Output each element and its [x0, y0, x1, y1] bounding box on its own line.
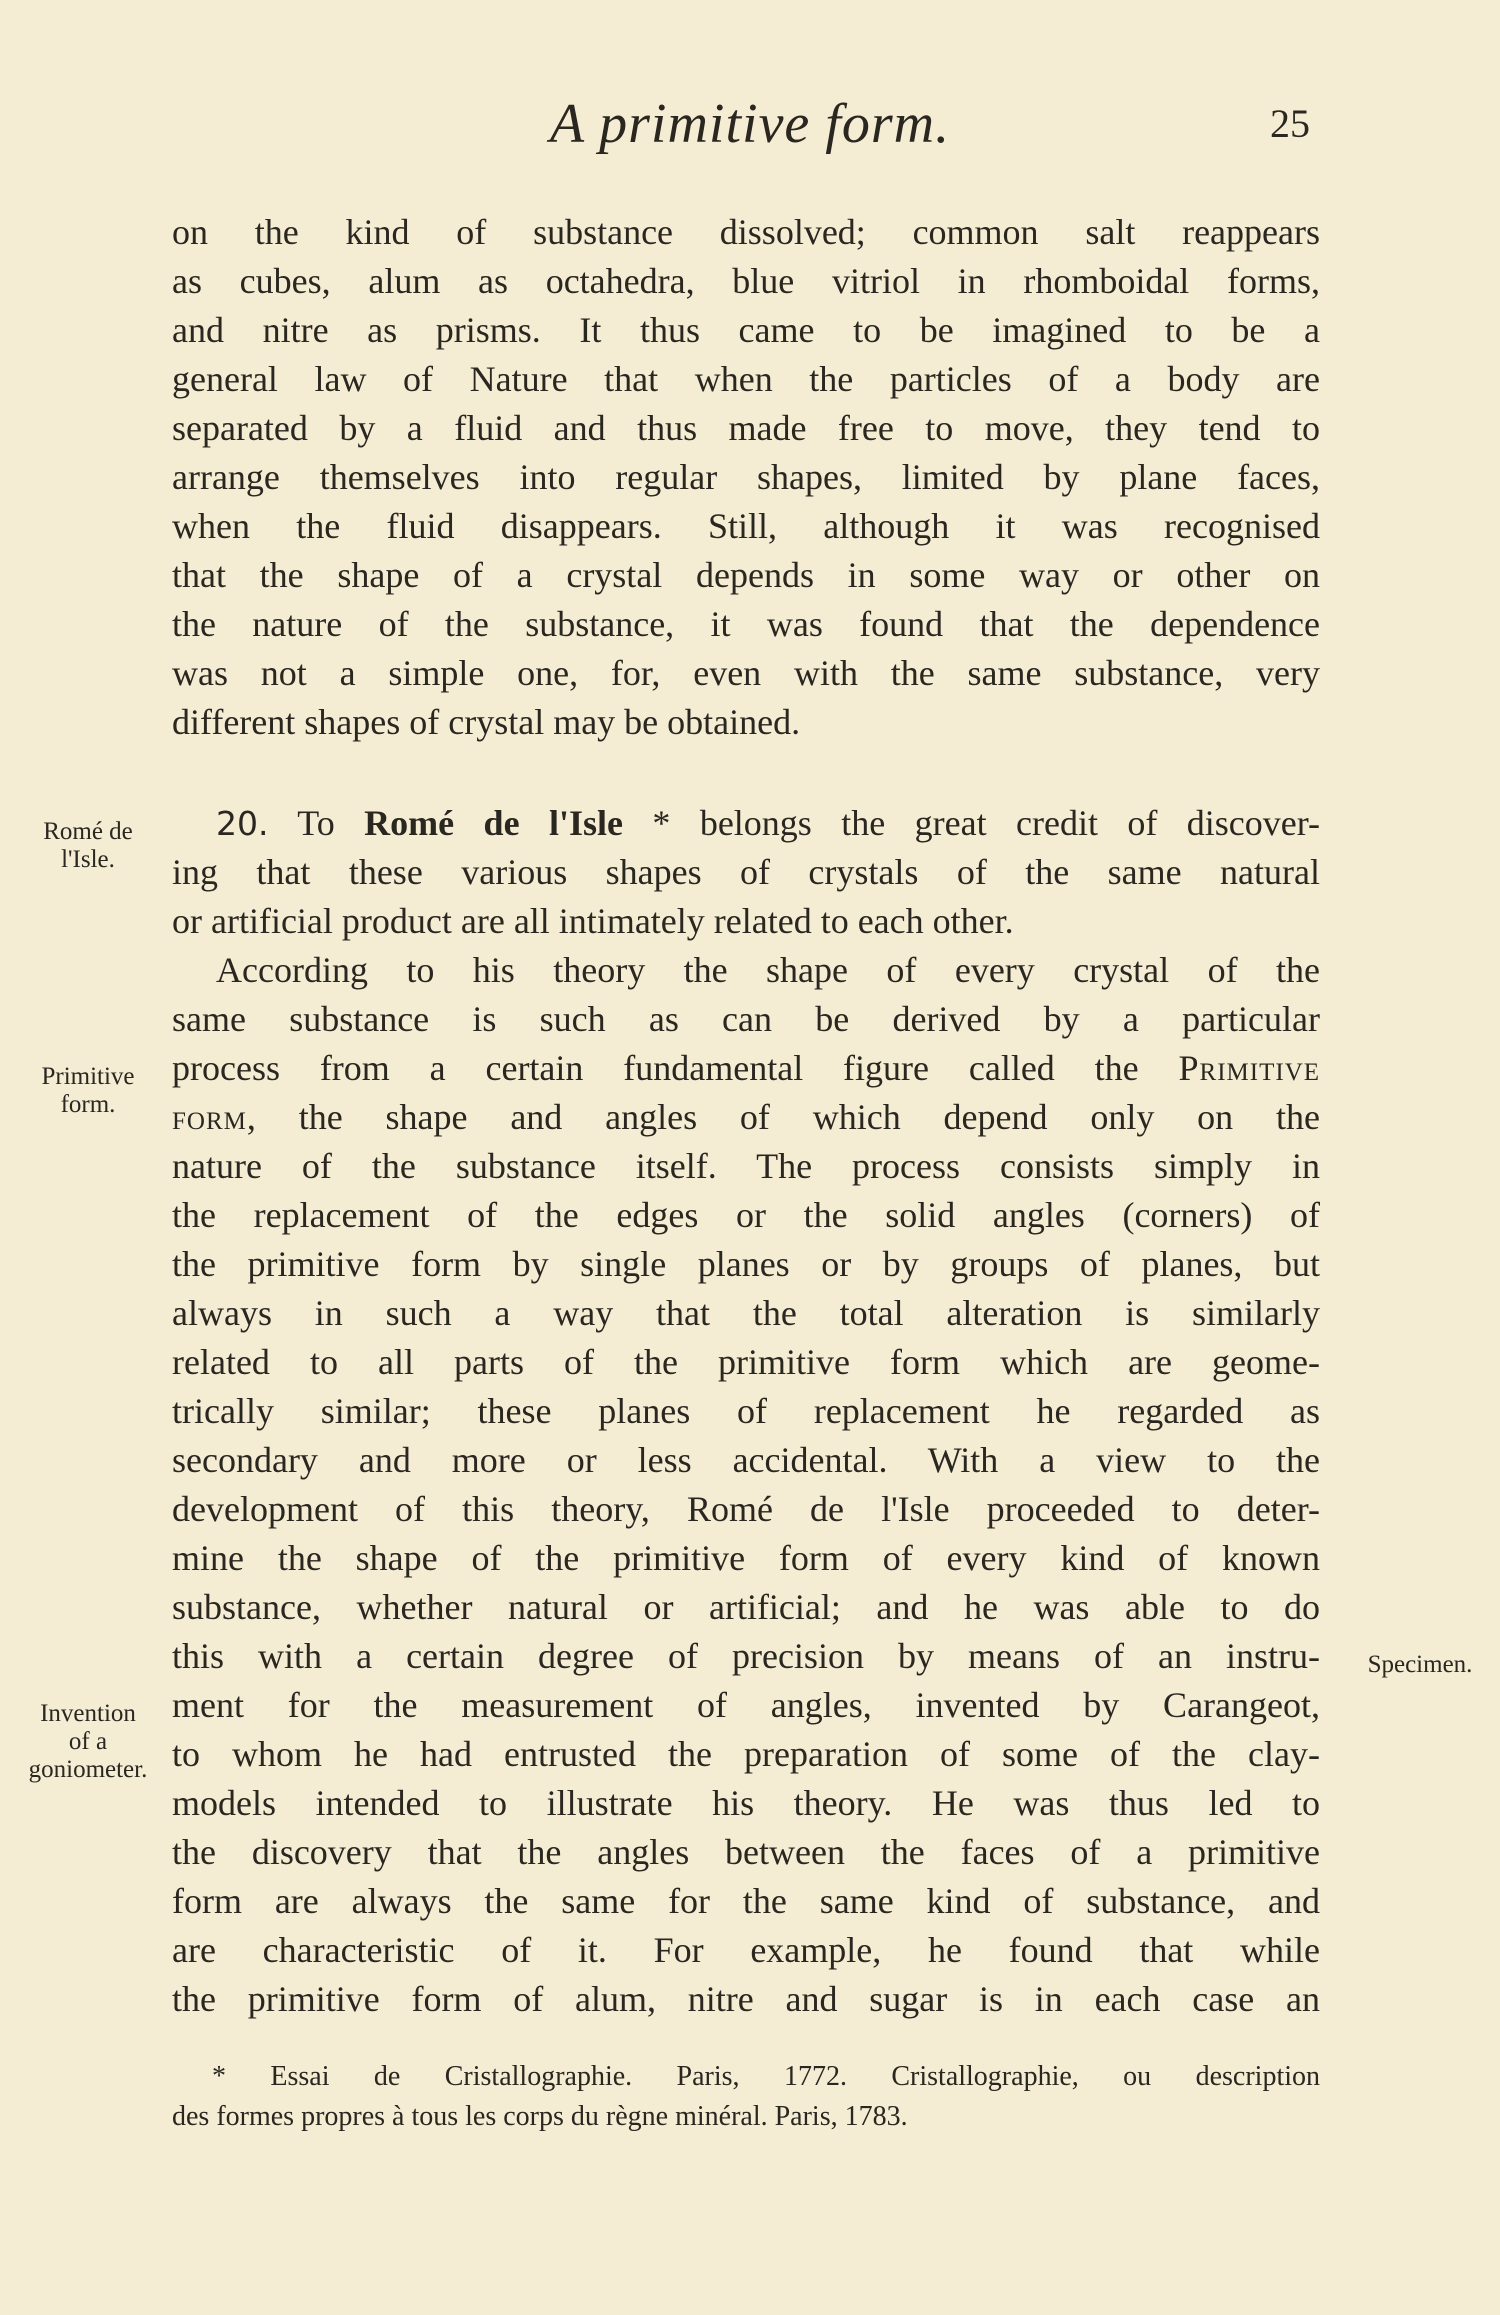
paragraph-number: 20.: [216, 804, 269, 843]
margin-note-line: form.: [60, 1091, 116, 1118]
margin-note-line: goniometer.: [28, 1756, 148, 1783]
body-line: this with a certain degree of precision by means of an instru-: [172, 1636, 1320, 1676]
margin-note-line: of a: [68, 1728, 108, 1755]
body-line: on the kind of substance dissolved; common salt reappears: [172, 212, 1320, 252]
body-line: different shapes of crystal may be obtained.: [172, 702, 801, 742]
body-line: mine the shape of the primitive form of every kind of known: [172, 1538, 1320, 1578]
body-line: arrange themselves into regular shapes, limited by plane faces,: [172, 457, 1320, 497]
body-line: that the shape of a crystal depends in some way or other on: [172, 555, 1320, 595]
body-line: separated by a fluid and thus made free to move, they tend to: [172, 408, 1320, 448]
primitive-term: Primitive: [1178, 1048, 1321, 1088]
footnote-line: * Essai de Cristallographie. Paris, 1772. Cristallographie, ou description: [212, 2061, 1320, 2092]
text-fragment: , the shape and angles of which depend only on the: [246, 1097, 1320, 1137]
body-line: the primitive form by single planes or by groups of planes, but: [172, 1244, 1320, 1284]
text-fragment: belongs the great credit of discover-: [699, 803, 1321, 843]
body-line: as cubes, alum as octahedra, blue vitriol in rhomboidal forms,: [172, 261, 1320, 301]
running-header-title: A primitive form.: [549, 93, 951, 155]
body-line: the replacement of the edges or the solid angles (corners) of: [172, 1195, 1320, 1235]
body-line-primitive: [172, 1044, 1320, 1092]
margin-note-line: Invention: [40, 1700, 136, 1727]
text-fragment: To: [297, 803, 335, 843]
body-line: substance, whether natural or artificial; and he was able to do: [172, 1587, 1320, 1627]
body-line: the nature of the substance, it was found that the dependence: [172, 604, 1320, 644]
body-line: same substance is such as can be derived by a particular: [172, 999, 1320, 1039]
body-line: trically similar; these planes of replacement he regarded as: [172, 1391, 1320, 1431]
body-line: development of this theory, Romé de l'Isle proceeded to deter-: [172, 1489, 1320, 1529]
margin-note-specimen: Specimen.: [1367, 1651, 1473, 1678]
footnote-marker: *: [652, 803, 671, 843]
body-line: are characteristic of it. For example, he found that while: [172, 1930, 1320, 1970]
body-line: nature of the substance itself. The process consists simply in: [172, 1146, 1320, 1186]
body-line: form are always the same for the same kind of substance, and: [172, 1881, 1320, 1921]
paragraph-20-opening: [216, 799, 1320, 847]
margin-note-line: Primitive: [41, 1063, 135, 1090]
body-line-form: [172, 1093, 1320, 1141]
body-line: related to all parts of the primitive form which are geome-: [172, 1342, 1320, 1382]
body-line: ment for the measurement of angles, invented by Carangeot,: [172, 1685, 1320, 1725]
body-line: general law of Nature that when the particles of a body are: [172, 359, 1320, 399]
margin-note-line: Romé de: [43, 818, 133, 845]
margin-note-line: l'Isle.: [61, 846, 115, 873]
body-line: always in such a way that the total alteration is similarly: [172, 1293, 1320, 1333]
body-line: was not a simple one, for, even with the same substance, very: [172, 653, 1320, 693]
margin-note-primitive-form: [18, 1063, 158, 1119]
person-name: Romé de l'Isle: [364, 803, 623, 843]
form-term: form: [172, 1097, 247, 1137]
body-line: models intended to illustrate his theory. He was thus led to: [172, 1783, 1320, 1823]
body-line: According to his theory the shape of every crystal of the: [216, 950, 1320, 990]
body-line: the discovery that the angles between the faces of a primitive: [172, 1832, 1320, 1872]
body-line: or artificial product are all intimately related to each other.: [172, 901, 1014, 941]
body-line: ing that these various shapes of crystals of the same natural: [172, 852, 1320, 892]
body-line: to whom he had entrusted the preparation of some of the clay-: [172, 1734, 1320, 1774]
text-fragment: process from a certain fundamental figure called the: [172, 1048, 1139, 1088]
body-line: secondary and more or less accidental. With a view to the: [172, 1440, 1320, 1480]
margin-note-rome-de-lisle: [18, 818, 158, 874]
body-line: and nitre as prisms. It thus came to be imagined to be a: [172, 310, 1320, 350]
margin-note-invention-goniometer: [18, 1700, 158, 1784]
page-number: 25: [1270, 101, 1310, 146]
body-line: the primitive form of alum, nitre and sugar is in each case an: [172, 1979, 1320, 2019]
body-line: when the fluid disappears. Still, although it was recognised: [172, 506, 1320, 546]
footnote-line: des formes propres à tous les corps du règne minéral. Paris, 1783.: [172, 2101, 908, 2132]
